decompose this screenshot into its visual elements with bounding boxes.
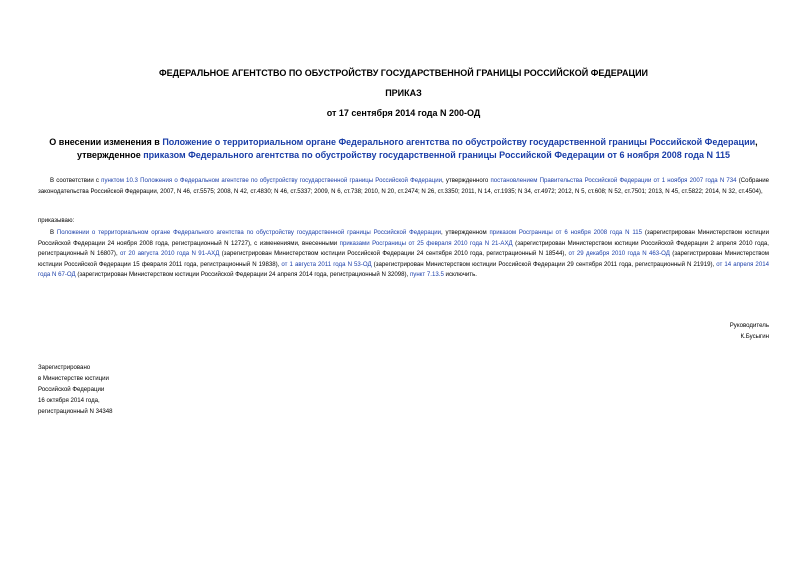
registration-date: 16 октября 2014 года, bbox=[38, 397, 100, 404]
signatory-role: Руководитель bbox=[729, 322, 769, 329]
title-text: О внесении изменения в bbox=[49, 137, 163, 147]
operative-paragraph bbox=[38, 228, 769, 281]
paragraph-text: (зарегистрирован Министерством юстиции Российской Федерации 15 февраля 2011 года, регистрационный N 19838), bbox=[38, 250, 769, 268]
agency-name: ФЕДЕРАЛЬНОЕ АГЕНТСТВО ПО ОБУСТРОЙСТВУ ГОСУДАРСТВЕННОЙ ГРАНИЦЫ РОССИЙСКОЙ ФЕДЕРАЦИИ bbox=[158, 68, 649, 78]
paragraph-text: , утвержденном bbox=[441, 229, 490, 236]
paragraph-text: (зарегистрирован Министерством юстиции Российской Федерации 24 апреля 2014 года, регистрационный N 32098), bbox=[75, 271, 410, 279]
preamble-paragraph bbox=[38, 176, 769, 197]
order-link[interactable]: приказом Росграницы от 6 ноября 2008 года N 115 bbox=[489, 229, 643, 236]
clause-link[interactable]: пункт 7.13.5 bbox=[409, 271, 444, 279]
paragraph-text: исключить. bbox=[443, 271, 477, 279]
paragraph-text: , утвержденного bbox=[442, 177, 491, 184]
clause-link[interactable]: пунктом 10.3 Положения о Федеральном агентстве по обустройству государственной границы Российской Федерации bbox=[101, 177, 443, 184]
amendment-link[interactable]: от 29 декабря 2010 года N 463-ОД bbox=[568, 250, 670, 258]
document-title bbox=[38, 136, 769, 162]
signatory-name: К.Бусыгин bbox=[740, 333, 769, 340]
paragraph-text: (зарегистрирован Министерством юстиции Российской Федерации 24 ноября 2008 года, регистрационный N 12727), с изменениями, внесенными bbox=[38, 229, 769, 247]
paragraph-text: (зарегистрирован Министерством юстиции Российской Федерации 2 апреля 2010 года, регистрационный N 16807), bbox=[38, 239, 769, 258]
amendment-link[interactable]: приказами Росграницы от 25 февраля 2010 года N 21-АХД bbox=[339, 239, 513, 247]
paragraph-text: В соответствии с bbox=[50, 177, 102, 184]
registration-line: Зарегистрировано bbox=[38, 364, 91, 371]
registration-line: Российской Федерации bbox=[38, 386, 105, 393]
title-text: , утвержденное bbox=[76, 137, 758, 160]
amendment-link[interactable]: от 1 августа 2011 года N 53-ОД bbox=[281, 260, 372, 268]
regulation-link[interactable]: Положении о территориальном органе Федерального агентства по обустройству государственной границы Российской Федерации bbox=[56, 229, 442, 236]
paragraph-text: В bbox=[50, 229, 57, 236]
resolution-link[interactable]: постановлением Правительства Российской Федерации от 1 ноября 2007 года N 734 bbox=[490, 177, 737, 184]
document-type: ПРИКАЗ bbox=[385, 88, 422, 98]
paragraph-text: (Собрание законодательства Российской Федерации, 2007, N 46, ст.5575; 2008, N 42, ст.4830; N 46, ст.5337; 2009, N 6, ст.738; 2010, N 20, ст.2474; N 26, ст.3350; 2011, N 14, ст.1935; N 34, ст.4972; 2012, N 5, ст.608; N 52, ст.7501; 2013, N 45, ст.5822; 2014, N 32, ст.4504), bbox=[38, 177, 769, 195]
order-link[interactable]: приказом Федерального агентства по обустройству государственной границы Российской Федерации от 6 ноября 2008 года N 115 bbox=[143, 150, 731, 160]
registration-number: регистрационный N 34348 bbox=[38, 408, 113, 415]
regulation-link[interactable]: Положение о территориальном органе Федерального агентства по обустройству государственной границы Российской Федерации bbox=[162, 137, 756, 147]
paragraph-text: (зарегистрирован Министерством юстиции Российской Федерации 29 сентября 2011 года, регистрационный N 21919), bbox=[371, 260, 717, 268]
registration-block bbox=[38, 362, 113, 417]
paragraph-text: (зарегистрирован Министерством юстиции Российской Федерации 24 сентября 2010 года, регистрационный N 18544), bbox=[219, 250, 569, 258]
order-verb: приказываю: bbox=[38, 217, 75, 224]
registration-line: в Министерстве юстиции bbox=[38, 375, 109, 382]
amendment-link[interactable]: от 20 августа 2010 года N 91-АХД bbox=[120, 250, 220, 258]
amendment-link[interactable]: от 14 апреля 2014 года N 67-ОД bbox=[38, 260, 769, 279]
document-date: от 17 сентября 2014 года N 200-ОД bbox=[326, 108, 481, 118]
signature-block bbox=[730, 320, 769, 342]
